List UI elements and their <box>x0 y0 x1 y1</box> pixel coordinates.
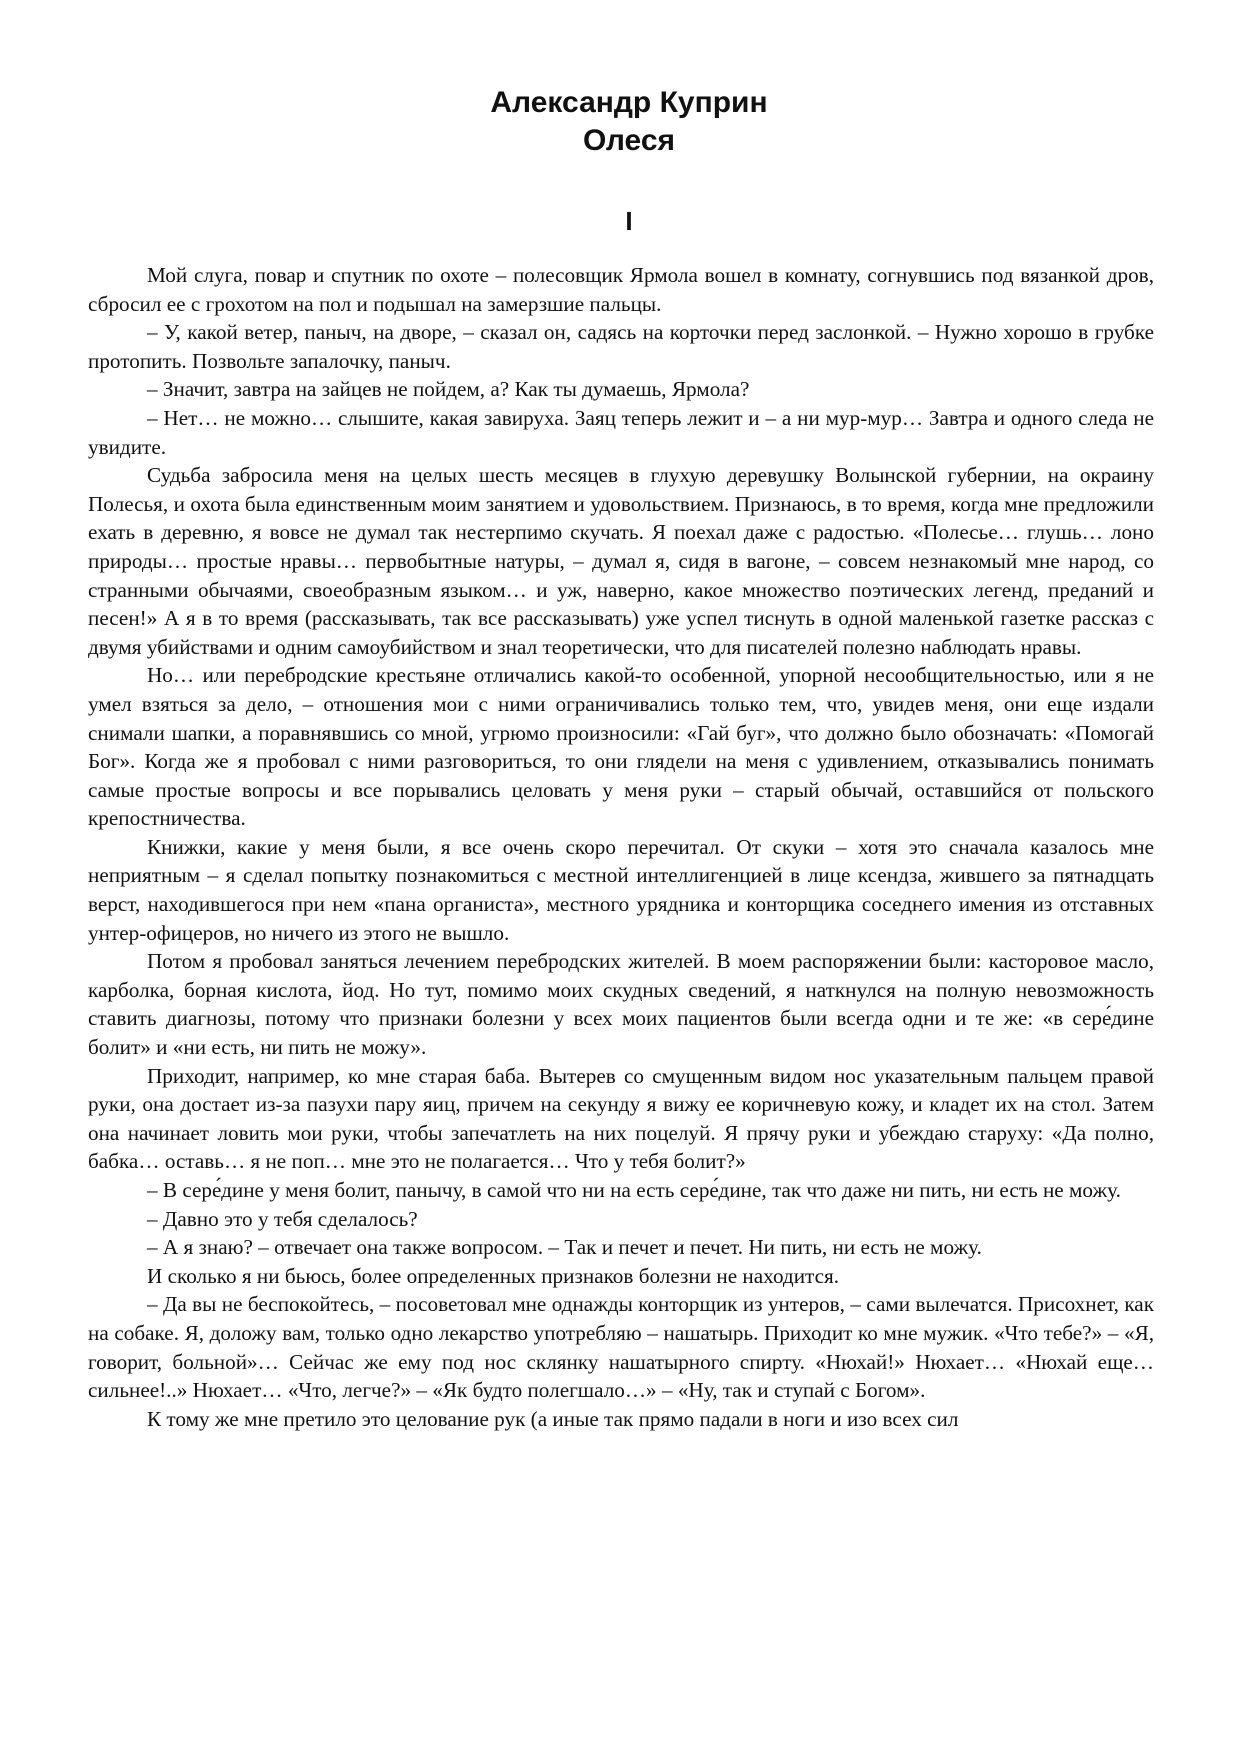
paragraph: – Давно это у тебя сделалось? <box>147 1206 418 1231</box>
paragraph: Судьба забросила меня на целых шесть месяцев в глухую деревушку Волынской губернии, на окраину Полесья, и охота была единственным моим занятием и удовольствием. Признаюсь, в то время, когда мне предложили ехать в деревню, я вовсе не думал так нестерпимо скучать. Я поехал даже с радостью. «Полесье… глушь… лоно природы… простые нравы… первобытные натуры, – думал я, сидя в вагоне, – совсем незнакомый мне народ, со странными обычаями, своеобразным языком… и уж, наверно, какое множество поэтических легенд, преданий и песен!» А я в то время (рассказывать, так все рассказывать) уже успел тиснуть в одной маленькой газетке рассказ с двумя убийствами и одним самоубийством и знал теоретически, что для писателей полезно наблюдать нравы. <box>88 463 1154 659</box>
paragraph: – А я знаю? – отвечает она также вопросом. – Так и печет и печет. Ни пить, ни есть не можу. <box>147 1235 982 1260</box>
chapter-heading: I <box>625 206 633 236</box>
paragraph: – Значит, завтра на зайцев не пойдем, а? Как ты думаешь, Ярмола? <box>147 377 750 402</box>
paragraph: Но… или перебродские крестьяне отличались какой-то особенной, упорной несообщительностью, или я не умел взяться за дело, – отношения мои с ними ограничивались только тем, что, увидев меня, они еще издали снимали шапки, а поравнявшись со мной, угрюмо произносили: «Гай буг», что должно было обозначать: «Помогай Бог». Когда же я пробовал с ними разговориться, то они глядели на меня с удивлением, отказывались понимать самые простые вопросы и все порывались целовать у меня руки – старый обычай, оставшийся от польского крепостничества. <box>88 663 1154 831</box>
paragraph: – Да вы не беспокойтесь, – посоветовал мне однажды конторщик из унтеров, – сами вылечатся. Присохнет, как на собаке. Я, доложу вам, только одно лекарство употребляю – нашатырь. Приходит ко мне мужик. «Что тебе?» – «Я, говорит, больной»… Сейчас же ему под нос склянку нашатырного спирту. «Нюхай!» Нюхает… «Нюхай еще… сильнее!..» Нюхает… «Что, легче?» – «Як будто полегшало…» – «Ну, так и ступай с Богом». <box>88 1292 1154 1403</box>
paragraph: И сколько я ни бьюсь, более определенных признаков болезни не находится. <box>147 1263 840 1288</box>
paragraph: Потом я пробовал заняться лечением перебродских жителей. В моем распоряжении были: касторовое масло, карболка, борная кислота, йод. Но тут, помимо моих скудных сведений, я наткнулся на полную невозможность ставить диагнозы, потому что признаки болезни у всех моих пациентов были всегда одни и те же: «в сере́дине болит» и «ни есть, ни пить не можу». <box>88 949 1154 1060</box>
paragraph: К тому же мне претило это целование рук (а иные так прямо падали в ноги и изо всех сил <box>147 1406 959 1431</box>
paragraph: Мой слуга, повар и спутник по охоте – полесовщик Ярмола вошел в комнату, согнувшись под вязанкой дров, сбросил ее с грохотом на пол и подышал на замерзшие пальцы. <box>88 263 1154 316</box>
document-page <box>88 84 1154 1433</box>
author-name: Александр Куприн <box>490 86 768 119</box>
body-text <box>88 261 1154 1433</box>
paragraph: Книжки, какие у меня были, я все очень скоро перечитал. От скуки – хотя это сначала казалось мне неприятным – я сделал попытку познакомиться с местной интеллигенцией в лице ксендза, жившего за пятнадцать верст, находившегося при нем «пана органиста», местного урядника и конторщика соседнего имения из отставных унтер-офицеров, но ничего из этого не вышло. <box>88 834 1154 945</box>
paragraph: Приходит, например, ко мне старая баба. Вытерев со смущенным видом нос указательным пальцем правой руки, она достает из-за пазухи пару яиц, причем на секунду я вижу ее коричневую кожу, и кладет их на стол. Затем она начинает ловить мои руки, чтобы запечатлеть на них поцелуй. Я прячу руки и убеждаю старуху: «Да полно, бабка… оставь… я не поп… мне это не полагается… Что у тебя болит?» <box>88 1063 1154 1174</box>
title-block <box>88 84 1154 160</box>
paragraph: – У, какой ветер, паныч, на дворе, – сказал он, садясь на корточки перед заслонкой. – Нужно хорошо в грубке протопить. Позвольте запалочку, паныч. <box>88 320 1154 373</box>
paragraph: – Нет… не можно… слышите, какая завируха. Заяц теперь лежит и – а ни мур-мур… Завтра и одного следа не увидите. <box>88 405 1154 459</box>
paragraph: – В сере́дине у меня болит, панычу, в самой что ни на есть сере́дине, так что даже ни пить, ни есть не можу. <box>147 1178 1121 1202</box>
book-title: Олеся <box>582 124 676 157</box>
